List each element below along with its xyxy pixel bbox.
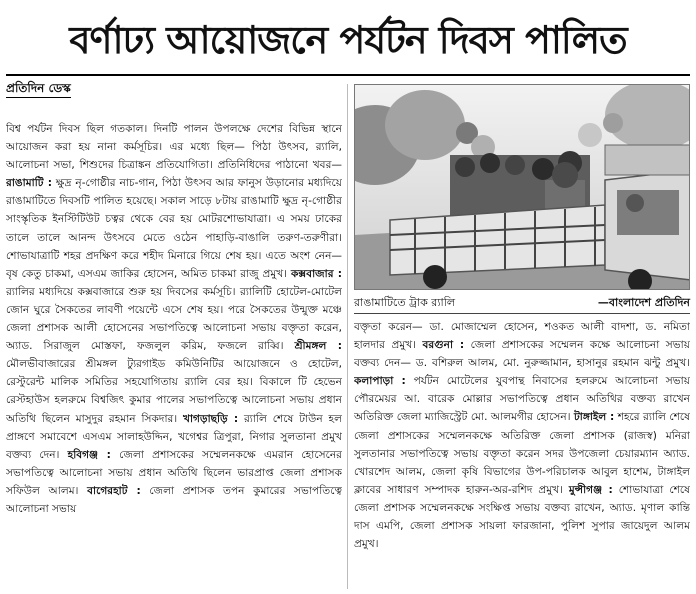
- paragraph-coxsbazar: কক্সবাজার : র‍্যালির মধ্যদিয়ে কক্সবাজারে শুরু হয় দিবসের কর্মসূচি। র‍্যালিটি হোটেল-মোটেল জোন ঘুরে সৈকতের লাবণী পয়েন্টে এসে শেষ হয়। পরে সৈকতের উন্মুক্ত মঞ্চে জেলা প্রশাসক আলী হোসেনের সভাপতিত্বে আলোচনা সভায় বক্তৃতা করেন, অ্যাড. সিরাজুল মোস্তফা, ফজলুল করিম, ফজলে রাব্বি।: [6, 267, 342, 353]
- place-label: বাগেরহাট :: [87, 484, 141, 497]
- paragraph-tangail: টাঙ্গাইল : শহরে র‍্যালি শেষে জেলা প্রশাসকের সম্মেলনকক্ষে অতিরিক্ত জেলা প্রশাসক (রাজস্ব) মনিরা সুলতানার সভাপতিত্বে সভায় বক্তৃতা করেন সদর উপজেলা চেয়ারম্যান অ্যাড. খোরশেদ আলম, জেলা কৃষি বিভাগের উপ-পরিচালক আবুল হাশেম, টাঙ্গাইল ক্লাবের সাধারণ সম্পাদক হারুন-অর-রশিদ প্রমুখ।: [354, 411, 690, 496]
- place-label: মুন্সীগঞ্জ :: [568, 483, 613, 496]
- paragraph-sreemangal: শ্রীমঙ্গল : মৌলভীবাজারের শ্রীমঙ্গল ট্যুরগাইড কমিউনিটির আয়োজনে ও হোটেল, রেস্টুরেন্ট মালিক সমিতির সহযোগিতায় র‍্যালি বের হয়। বিকালে টি হেভেন রেস্টহাউস হলরুমে বিশ্বজিৎ কুমার পালের সভাপতিত্বে আলোচনা সভায় প্রধান অতিথি ছিলেন মাসুদুর রহমান সিকদার।: [6, 340, 342, 425]
- paragraph-intro: বিশ্ব পর্যটন দিবস ছিল গতকাল। দিনটি পালন উপলক্ষে দেশের বিভিন্ন স্থানে আয়োজন করা হয় নানা কর্মসূচির। এর মধ্যে ছিল— পিঠা উৎসব, র‍্যালি, আলোচনা সভা, শিশুদের চিত্রাঙ্কন প্রতিযোগিতা। প্রতিনিধিদের পাঠানো খবর—: [6, 123, 342, 172]
- place-label: কলাপাড়া :: [354, 375, 406, 388]
- paragraph-continued: বক্তৃতা করেন— ডা. মোজাম্মেল হোসেন, শওকত আলী বাদশা, ড. নমিতা হালদার প্রমুখ।: [354, 321, 690, 352]
- paragraph-kalapara: কলাপাড়া : পর্যটন মোটেলের যুবপান্থ নিবাসের হলরুমে আলোচনা সভায় পৌরমেয়র আ. বারেক মোল্লার সভাপতিত্বে প্রধান অতিথির বক্তব্য রাখেন অতিরিক্ত জেলা ম্যাজিস্ট্রেট মো. আলমগীর হোসেন।: [354, 375, 690, 424]
- place-label: রাঙামাটি :: [6, 177, 52, 190]
- byline: প্রতিদিন ডেস্ক: [6, 80, 71, 98]
- caption-text: রাঙামাটিতে ট্রাক র‍্যালি: [354, 296, 456, 309]
- headline-rule: [6, 74, 690, 76]
- paragraph-bagerhat: বাগেরহাট : জেলা প্রশাসক তপন কুমারের সভাপতিত্বে আলোচনা সভায়: [6, 484, 342, 515]
- photo-caption: [354, 293, 690, 314]
- paragraph-habiganj: হবিগঞ্জ : জেলা প্রশাসকের সম্মেলনকক্ষে এমরান হোসেনের সভাপতিত্বে আলোচনা সভায় প্রধান অতিথি ছিলেন ভারপ্রাপ্ত জেলা প্রশাসক সফিউল আলম।: [6, 448, 342, 497]
- place-label: টাঙ্গাইল :: [573, 411, 615, 424]
- news-photo: [354, 84, 690, 290]
- headline: বর্ণাঢ্য আয়োজনে পর্যটন দিবস পালিত: [69, 18, 627, 62]
- photo-credit: —বাংলাদেশ প্রতিদিন: [597, 296, 690, 309]
- article-column-right: [354, 318, 690, 588]
- truck-rally-photo: [355, 85, 690, 290]
- article-column-left: [6, 120, 342, 588]
- place-label: খাগড়াছড়ি :: [183, 412, 239, 425]
- column-divider: [347, 84, 348, 589]
- paragraph-munshiganj: মুন্সীগঞ্জ : শোভাযাত্রা শেষে জেলা প্রশাসক সম্মেলনকক্ষে সংক্ষিপ্ত সভায় বক্তব্য রাখেন, অ্যাড. মৃণাল কান্তি দাস এমপি, জেলা প্রশাসক সায়লা ফারজানা, পুলিশ সুপার জায়েদুল আলম প্রমুখ।: [354, 483, 690, 551]
- place-label: বরগুনা :: [422, 339, 465, 352]
- paragraph-khagrachari: খাগড়াছড়ি : র‍্যালি শেষে টাউন হল প্রাঙ্গণে সমাবেশে এসএম সালাহউদ্দিন, খগেশ্বর ত্রিপুরা, নিগার সুলতানা প্রমুখ বক্তব্য দেন।: [6, 412, 342, 461]
- paragraph-barguna: বরগুনা : জেলা প্রশাসকের সম্মেলন কক্ষে আলোচনা সভায় বক্তব্য দেন— ড. বশিরুল আলম, মো. নুরুজ্জামান, হাসানুর রহমান ঝন্টু প্রমুখ।: [354, 339, 690, 370]
- paragraph-rangamati: রাঙামাটি : ক্ষুদ্র নৃ-গোষ্ঠীর নাচ-গান, পিঠা উৎসব আর ফানুস উড়ানোর মধ্যদিয়ে রাঙামাটিতে দিবসটি পালিত হয়েছে। সকাল সাড়ে ৮টায় রাঙামাটি ক্ষুদ্র নৃ-গোষ্ঠীর সাংস্কৃতিক ইনস্টিটিউট চত্বর থেকে বের হয় মোটরশোভাযাত্রা। এ সময় ঢাকের তালে তালে আনন্দ উৎসবে মেতে ওঠেন পাহাড়ি-বাঙালি তরুণ-তরুণীরা। শোভাযাত্রাটি শহর প্রদক্ষিণ করে শহীদ মিনারে গিয়ে শেষ হয়। এতে অংশ নেন— বৃষ কেতু চাকমা, এসএম জাকির হোসেন, অমিত চাকমা রাজু প্রমুখ।: [6, 177, 342, 280]
- place-label: শ্রীমঙ্গল :: [294, 340, 342, 353]
- place-label: কক্সবাজার :: [290, 267, 342, 280]
- place-label: হবিগঞ্জ :: [67, 448, 111, 461]
